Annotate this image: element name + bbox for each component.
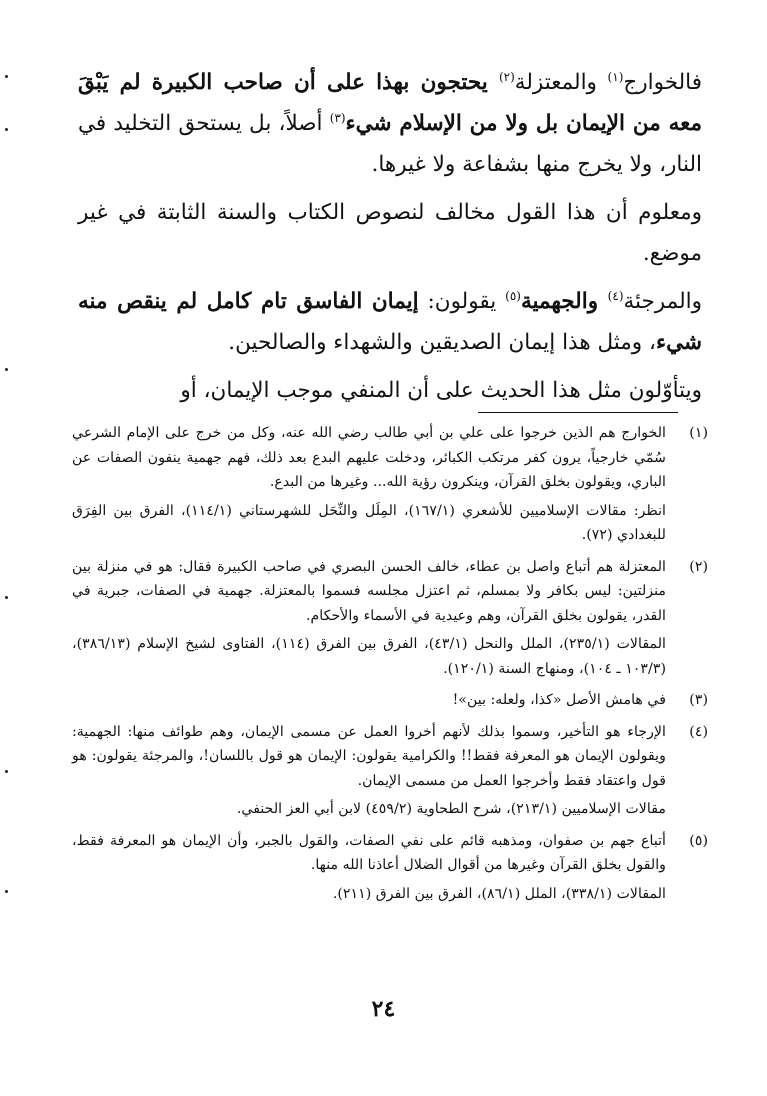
footnote-reference: مقالات الإسلاميين (٢١٣/١)، شرح الطحاوية (٤٥٩/٢) لابن أبي العز الحنفي. — [236, 801, 666, 817]
p1-text-2: والمعتزلة — [514, 70, 608, 95]
footnote-reference: المقالات (٢٣٥/١)، الملل والنحل (٤٣/١)، الفرق بين الفرق (١١٤)، الفتاوى لشيخ الإسلام (٣٨٦/١٣)، (١٠٣/٣ ـ ١٠٤)، ومنهاج السنة (١٢٠/١). — [72, 636, 666, 677]
footnote-text: أتباع جهم بن صفوان، ومذهبه قائم على نفي الصفات، والقول بالجبر، وأن الإيمان هو المعرفة فقط، والقول بخلق القرآن وغيرها من أقوال الضلال أعاذنا الله منها. — [72, 832, 666, 873]
footnote-reference: المقالات (٣٣٨/١)، الملل (٨٦/١)، الفرق بين الفرق (٢١١). — [332, 885, 666, 902]
footnote-1 — [72, 421, 708, 552]
paragraph-4: ويتأوّلون مثل هذا الحديث على أن المنفي موجب الإيمان، أو — [180, 378, 702, 403]
footnote-2 — [72, 555, 708, 686]
scan-speck — [5, 368, 8, 371]
scan-speck — [5, 75, 8, 78]
footnote-4 — [72, 720, 708, 826]
footnote-number: (٢) — [689, 558, 708, 575]
paragraph-2: ومعلوم أن هذا القول مخالف لنصوص الكتاب والسنة الثابتة في غير موضع. — [78, 200, 702, 266]
footnote-number: (٣) — [689, 692, 708, 708]
footnote-text: في هامش الأصل «كذا، ولعله: بين»! — [452, 692, 666, 708]
footnote-ref-4: (٤) — [607, 288, 624, 303]
footnote-ref-1: (١) — [607, 69, 624, 84]
footnotes — [72, 421, 708, 913]
footnote-text: الإرجاء هو التأخير، وسموا بذلك لأنهم أخروا العمل عن مسمى الإيمان، وهم طوائف منها: الجهمية: ويقولون الإيمان هو المعرفة فقط!! والكرامية يقولون: الإيمان هو قول باللسان!، والمرجئة يقولون: هو قول واعتقاد فقط وأخرجوا العمل من مسمى الإيمان. — [72, 723, 666, 789]
scan-speck — [5, 596, 8, 599]
p3-text-2: يقولون: — [418, 289, 506, 314]
p1-text-3: أصلاً، بل يستحق التخليد في النار، ولا يخرج منها بشفاعة ولا غيرها. — [78, 111, 702, 177]
footnote-text: الخوارج هم الذين خرجوا على علي بن أبي طالب رضي الله عنه، وكل من خرج على الإمام الشرعي سُمّي خارجياً، يرون كفر مرتكب الكبائر، ودخلت عليهم البدع بعد ذلك، فهم جهمية ينفون الصفات عن الباري، ويقولون بخلق القرآن، وينكرون رؤية الله... وغيرها من البدع. — [72, 425, 666, 490]
footnote-separator — [478, 412, 678, 413]
p3-text-3: ، ومثل هذا إيمان الصديقين والشهداء والصالحين. — [228, 330, 656, 355]
p3-bold-jahmiyya: والجهمية — [520, 289, 608, 314]
p3-bold-quote: إيمان الفاسق تام كامل لم ينقص منه شيء — [78, 289, 702, 355]
footnote-number: (٤) — [689, 723, 708, 740]
p1-text-1: فالخوارج — [623, 70, 702, 95]
footnote-text: المعتزلة هم أتباع واصل بن عطاء، خالف الحسن البصري في صاحب الكبيرة فقال: هو في منزلة بين منزلتين: ليس بكافر ولا بمسلم، ثم اعتزل مجلسه فسموا بالمعتزلة. جهمية في الصفات، جبرية في القدر، يقولون بخلق القرآن، وهم وعيدية في الأسماء والأحكام. — [72, 558, 666, 624]
footnote-ref-2: (٢) — [498, 69, 515, 84]
footnote-number: (٥) — [689, 832, 708, 849]
scan-speck — [5, 770, 8, 773]
paragraph-3 — [78, 281, 702, 363]
page-number: ٢٤ — [371, 996, 396, 1022]
scan-speck — [5, 890, 8, 893]
p1-bold-text: يحتجون بهذا على أن صاحب الكبيرة لم يَبْقَ معه من الإيمان بل ولا من الإسلام شيء — [78, 70, 702, 136]
footnote-number: (١) — [689, 425, 708, 441]
footnote-3 — [72, 688, 708, 717]
footnote-ref-3: (٣) — [329, 110, 346, 125]
footnote-5 — [72, 829, 708, 911]
p3-text-1: والمرجئة — [623, 289, 703, 314]
scan-speck — [5, 128, 8, 131]
main-text — [78, 62, 702, 418]
footnote-ref-5: (٥) — [505, 288, 521, 303]
footnote-reference: انظر: مقالات الإسلاميين للأشعري (١٦٧/١)، المِلَل والنِّحَل للشهرستاني (١١٤/١)، الفرق بين الفِرَق للبغدادي (٧٢). — [72, 502, 666, 543]
paragraph-1 — [78, 62, 702, 185]
